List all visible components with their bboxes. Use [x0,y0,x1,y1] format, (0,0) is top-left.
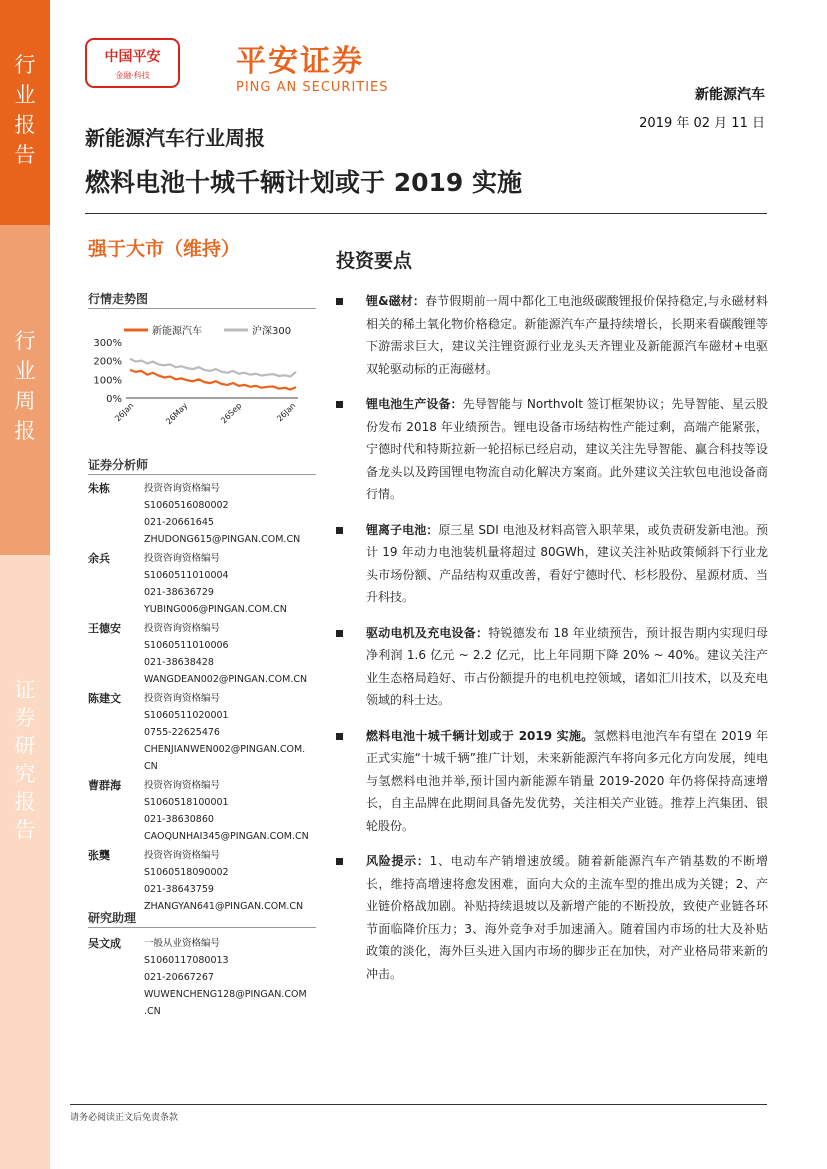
side-label-char: 报 [14,419,36,443]
legend-label: 新能源汽车 [152,326,202,337]
analyst-detail: ZHUDONG615@PINGAN.COM.CN [144,534,301,545]
assistant-heading: 研究助理 [88,911,137,925]
analyst-detail: 021-20661645 [144,517,214,528]
analyst-detail: YUBING006@PINGAN.COM.CN [144,604,287,615]
bullet-square-icon [336,298,343,305]
bullet-title: 驱动电机及充电设备： [366,625,489,640]
bullet-square-icon [336,733,343,740]
invest-bullet [336,850,768,985]
analyst-detail: 投资咨询资格编号 [144,623,221,634]
analyst-name: 陈建文 [88,692,121,705]
bullet-square-icon [336,401,343,408]
x-tick-label: 26Sep [219,401,244,426]
analyst-detail: 投资咨询资格编号 [144,483,221,494]
bullet-title: 燃料电池十城千辆计划或于 2019 实施。 [366,728,594,743]
rating-label: 强于大市（维持） [88,238,241,260]
report-title: 燃料电池十城千辆计划或于 2019 实施 [85,168,522,197]
trend-heading: 行情走势图 [88,292,149,306]
logo-left-subtext: 金融·科技 [115,71,150,80]
analyst-detail: WANGDEAN002@PINGAN.COM.CN [144,674,308,685]
analyst-detail: 0755-22625476 [144,727,220,738]
analyst-detail: 投资咨询资格编号 [144,693,221,704]
side-label-research [0,676,50,844]
analyst-name: 余兵 [88,552,110,565]
bullet-text: 特锐德发布 18 年业绩预告，预计报告期内实现归母净利润 1.6 亿元 ~ 2.2 亿元，比上年同期下降 20% ~ 40%。建议关注产业生态格局趋好、市占份额提升的电机电控领域，诸如汇川技术，以及充电领域的科士达。 [366,625,768,707]
header-divider [85,213,767,214]
bullet-square-icon [336,630,343,637]
report-subtitle: 新能源汽车行业周报 [85,126,265,150]
trend-divider [88,308,316,309]
invest-bullet [336,393,768,506]
bullet-title: 锂离子电池： [366,522,439,537]
side-label-char: 研 [14,734,36,758]
bullet-title: 锂电池生产设备： [366,397,463,411]
logo-left-text: 中国平安 [104,49,161,65]
bullet-title: 锂&磁材： [366,294,426,308]
invest-bullet [336,290,768,380]
analyst-detail: S1060518090002 [144,867,229,878]
bullet-text: 原三星 SDI 电池及材料高管入职苹果，或负责研发新电池。预计 19 年动力电池装机量将超过 80GWh，建议关注补贴政策倾斜下行业龙头市场份额、产品结构双重改善，看好宁德时代、杉杉股份、星源材质、当升科技。 [366,522,768,604]
analyst-detail: S1060516080002 [144,500,229,511]
assistant-divider [88,927,316,928]
legend-label: 沪深300 [252,326,292,337]
x-tick-label: 26Jan [275,401,298,424]
bullet-text: 1、电动车产销增速放缓。随着新能源汽车产销基数的不断增长，维持高增速将愈发困难，面向大众的主流车型的推出成为关键；2、产业链价格战加剧。补贴持续退坡以及新增产能的不断投放，致使产业链各环节面临降价压力；3、海外竞争对手加速涌入。随着国内市场的壮大及补贴政策的淡化，海外巨头进入国内市场的脚步正在加快，对产业格局带来新的冲击。 [366,854,768,981]
analyst-detail: .CN [144,1006,161,1017]
report-date: 2019 年 02 月 11 日 [639,116,765,131]
x-tick-label: 26Jan [113,401,136,424]
series-line [130,370,296,390]
invest-bullet [336,519,768,609]
analyst-name: 曹群海 [88,779,121,792]
analyst-detail: CN [144,761,158,772]
analyst-name: 张龑 [88,849,110,862]
analyst-detail: 021-38643759 [144,884,214,895]
y-tick-label: 300% [93,338,122,349]
bullet-title: 风险提示： [366,854,430,868]
analyst-detail: CHENJIANWEN002@PINGAN.COM. [144,744,306,755]
trend-chart [88,318,318,428]
analyst-detail: CAOQUNHAI345@PINGAN.COM.CN [144,831,309,842]
analyst-detail: 投资咨询资格编号 [144,780,221,791]
analyst-detail: 投资咨询资格编号 [144,850,221,861]
side-label-char: 券 [14,706,36,730]
invest-bullet [336,622,768,712]
side-label-char: 告 [14,818,36,842]
logo-right-en: PING AN SECURITIES [236,80,389,95]
x-tick-label: 26May [164,401,190,427]
logo-right-text: 平安证券 [236,44,364,79]
side-label-report [0,50,50,170]
side-label-char: 告 [14,143,36,167]
y-tick-label: 100% [93,375,122,387]
footer-divider [70,1104,767,1105]
bullet-text: 春节假期前一周中都化工电池级碳酸锂报价保持稳定,与永磁材料相关的稀土氧化物价格稳定。新能源汽车产量持续增长，长期来看碳酸锂等下游需求巨大，建议关注锂资源行业龙头天齐锂业及新能源汽车磁材+电驱双轮驱动标的正海磁材。 [366,294,768,376]
side-band-bottom [0,555,50,1169]
side-label-char: 行 [14,53,36,77]
analyst-entry [88,620,318,688]
footer-disclaimer: 请务必阅读正文后免责条款 [70,1113,179,1123]
analyst-detail: 一般从业资格编号 [144,938,221,949]
y-tick-label: 0% [106,394,122,405]
analysts-heading: 证券分析师 [88,458,149,472]
analyst-detail: 投资咨询资格编号 [144,553,221,564]
analyst-detail: S1060518100001 [144,797,229,808]
analyst-detail: 021-38638428 [144,657,214,668]
side-label-char: 业 [14,83,36,107]
analyst-entry [88,690,318,775]
invest-heading: 投资要点 [336,250,413,272]
analyst-detail: WUWENCHENG128@PINGAN.COM [144,989,307,1000]
side-label-char: 究 [14,762,36,786]
side-label-weekly [0,326,50,446]
sector-label: 新能源汽车 [695,87,765,103]
side-label-char: 业 [14,359,36,383]
y-tick-label: 200% [93,356,122,368]
analyst-detail: 021-20667267 [144,972,214,983]
analyst-entry [88,777,318,845]
side-label-char: 报 [14,790,36,814]
analyst-entry [88,550,318,618]
analyst-name: 朱栋 [88,482,110,495]
analyst-detail: ZHANGYAN641@PINGAN.COM.CN [144,901,304,912]
analyst-detail: 021-38630860 [144,814,214,825]
side-label-char: 证 [14,678,36,702]
analyst-detail: S1060511010004 [144,570,229,581]
analyst-detail: 021-38636729 [144,587,214,598]
analyst-entry [88,480,318,548]
bullet-square-icon [336,527,343,534]
ping-an-group-logo [85,38,180,88]
side-label-char: 报 [14,113,36,137]
analyst-name: 吴文成 [88,937,121,950]
analyst-detail: S1060117080013 [144,955,229,966]
bullet-text: 氢燃料电池汽车有望在 2019 年正式实施“十城千辆”推广计划，未来新能源汽车将向多元化方向发展，纯电与氢燃料电池并举,预计国内新能源车销量 2019-2020 年仍将保持高速增长，自主品牌在此期间具备先发优势，关注相关产业链。推荐上汽集团、银轮股份。 [366,728,768,833]
analyst-detail: S1060511020001 [144,710,229,721]
analysts-divider [88,474,316,475]
bullet-text: 先导智能与 Northvolt 签订框架协议；先导智能、星云股份发布 2018 年业绩预告。锂电设备市场结构性产能过剩，高端产能紧张，宁德时代和特斯拉新一轮招标已经启动，建议关注先导智能、赢合科技等设备龙头以及跨国锂电物流自动化解决方案商。此外建议关注软包电池设备商行情。 [366,397,768,501]
analyst-name: 王德安 [88,622,121,635]
invest-bullet [336,725,768,838]
side-label-char: 周 [14,389,36,413]
bullet-square-icon [336,858,343,865]
side-label-char: 行 [14,329,36,353]
ping-an-securities-logo [236,36,389,95]
invest-bullet-list [336,290,768,998]
analyst-entry [88,847,318,915]
analyst-detail: S1060511010006 [144,640,229,651]
analyst-entry [88,935,318,1020]
